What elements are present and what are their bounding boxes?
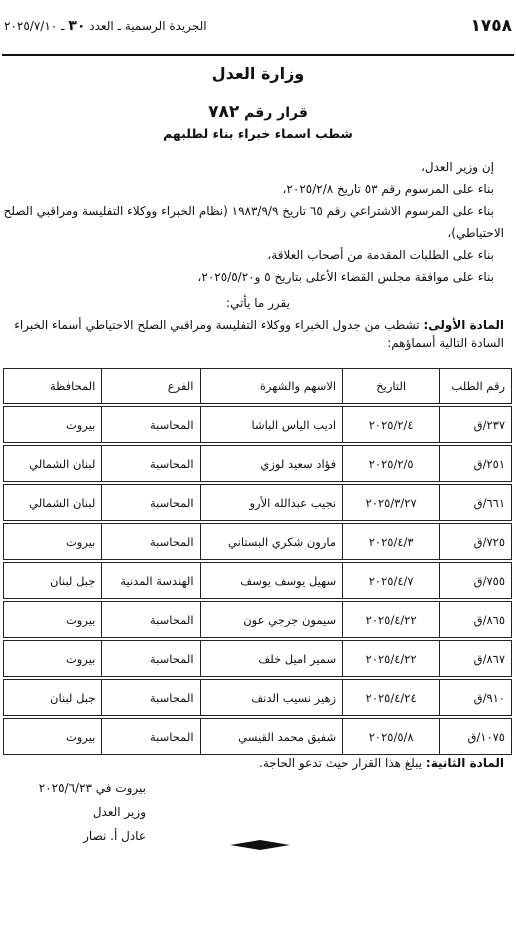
cell-branch: المحاسبة	[102, 407, 200, 443]
preamble-line: بناء على المرسوم الاشتراعي رقم ٦٥ تاريخ ١٩٨٣/٩/٩ (نظام الخبراء ووكلاء التفليسة ومراقبي الصلح	[3, 204, 494, 218]
table-header-row	[4, 369, 512, 404]
cell-name: سمير اميل خلف	[200, 641, 343, 677]
header-date: التاريخ	[343, 369, 440, 404]
cell-request-number: ١٠٧٥/ق	[440, 719, 512, 755]
cell-branch: المحاسبة	[102, 719, 200, 755]
cell-request-number: ٨٦٥/ق	[440, 602, 512, 638]
cell-request-number: ٢٣٧/ق	[440, 407, 512, 443]
preamble	[3, 156, 504, 288]
ministry-title: وزارة العدل	[211, 64, 305, 83]
decision-subject: شطب اسماء خبراء بناء لطلبهم	[163, 126, 353, 141]
table-row	[4, 719, 512, 755]
table-row	[4, 524, 512, 560]
issue-number: ٣٠	[68, 18, 86, 34]
cell-name: نجيب عبدالله الأرو	[200, 485, 343, 521]
cell-date: ٢٠٢٥/٢/٤	[343, 407, 440, 443]
page-number: ١٧٥٨	[470, 16, 512, 36]
cell-branch: المحاسبة	[102, 602, 200, 638]
cell-name: شفيق محمد القيسي	[200, 719, 343, 755]
preamble-line: بناء على موافقة مجلس القضاء الأعلى بتاريخ ٥ و٢٠٢٥/٥/٢٠،	[197, 270, 494, 284]
page-header	[0, 14, 516, 44]
preamble-line: بناء على المرسوم رقم ٥٣ تاريخ ٢٠٢٥/٢/٨،	[282, 182, 494, 196]
decision-number	[0, 102, 516, 122]
cell-branch: المحاسبة	[102, 641, 200, 677]
cell-date: ٢٠٢٥/٢/٥	[343, 446, 440, 482]
cell-governorate: بيروت	[4, 719, 102, 755]
cell-date: ٢٠٢٥/٤/٢٢	[343, 641, 440, 677]
cell-governorate: بيروت	[4, 602, 102, 638]
cell-date: ٢٠٢٥/٤/٢٢	[343, 602, 440, 638]
header-governorate: المحافظة	[4, 369, 102, 404]
decision-label: قرار رقم	[244, 105, 308, 121]
gazette-prefix: الجريدة الرسمية ـ العدد	[89, 19, 207, 33]
cell-governorate: جبل لبنان	[4, 563, 102, 599]
signature-block	[6, 776, 146, 848]
signature-name: عادل أ. نصار	[83, 829, 146, 843]
ornament-divider-icon	[230, 840, 290, 850]
cell-name: سهيل يوسف يوسف	[200, 563, 343, 599]
cell-request-number: ٦٦١/ق	[440, 485, 512, 521]
table-row	[4, 485, 512, 521]
preamble-line: بناء على الطلبات المقدمة من أصحاب العلاقة،	[267, 248, 494, 262]
header-divider	[2, 54, 514, 56]
article-one-label: المادة الأولى:	[423, 318, 504, 332]
table-row	[4, 602, 512, 638]
cell-branch: المحاسبة	[102, 680, 200, 716]
signature-title: وزير العدل	[92, 805, 146, 819]
table-body	[4, 404, 512, 755]
cell-branch: المحاسبة	[102, 485, 200, 521]
experts-table	[3, 368, 512, 755]
cell-branch: المحاسبة	[102, 524, 200, 560]
issue-date: ـ ٢٠٢٥/٧/١٠	[4, 19, 65, 33]
table-row	[4, 641, 512, 677]
article-two	[8, 756, 504, 770]
cell-name: مارون شكري البستاني	[200, 524, 343, 560]
article-two-label: المادة الثانية:	[425, 756, 504, 770]
cell-name: اديب الياس الباشا	[200, 407, 343, 443]
cell-governorate: لبنان الشمالي	[4, 485, 102, 521]
cell-date: ٢٠٢٥/٥/٨	[343, 719, 440, 755]
signature-place-date: بيروت في ٢٠٢٥/٦/٢٣	[38, 781, 146, 795]
cell-request-number: ٧٢٥/ق	[440, 524, 512, 560]
cell-request-number: ٢٥١/ق	[440, 446, 512, 482]
cell-name: فؤاد سعيد لوزي	[200, 446, 343, 482]
cell-date: ٢٠٢٥/٤/٢٤	[343, 680, 440, 716]
cell-branch: الهندسة المدنية	[102, 563, 200, 599]
cell-date: ٢٠٢٥/٤/٣	[343, 524, 440, 560]
table-row	[4, 446, 512, 482]
resolves-heading: يقرر ما يأتي:	[226, 296, 290, 310]
header-branch: الفرع	[102, 369, 200, 404]
cell-date: ٢٠٢٥/٣/٢٧	[343, 485, 440, 521]
header-request-number: رقم الطلب	[440, 369, 512, 404]
preamble-line: إن وزير العدل،	[421, 160, 494, 174]
table-row	[4, 407, 512, 443]
cell-name: زهير نسيب الدنف	[200, 680, 343, 716]
cell-governorate: بيروت	[4, 641, 102, 677]
cell-request-number: ٨٦٧/ق	[440, 641, 512, 677]
decision-number-value: ٧٨٢	[208, 102, 240, 122]
gazette-title	[4, 18, 207, 34]
cell-governorate: بيروت	[4, 524, 102, 560]
cell-governorate: بيروت	[4, 407, 102, 443]
header-name: الاسهم والشهرة	[200, 369, 343, 404]
cell-branch: المحاسبة	[102, 446, 200, 482]
article-two-text: يبلغ هذا القرار حيث تدعو الحاجة.	[259, 756, 423, 770]
table-row	[4, 563, 512, 599]
table-row	[4, 680, 512, 716]
preamble-line: الاحتياطي)،	[447, 226, 504, 240]
cell-governorate: جبل لبنان	[4, 680, 102, 716]
cell-date: ٢٠٢٥/٤/٧	[343, 563, 440, 599]
article-one	[6, 316, 504, 352]
cell-governorate: لبنان الشمالي	[4, 446, 102, 482]
cell-name: سيمون جرجي عون	[200, 602, 343, 638]
article-one-text: تشطب من جدول الخبراء ووكلاء التفليسة ومراقبي الصلح الاحتياطي أسماء الخبراء السادة التالية أسماؤهم:	[14, 318, 504, 350]
cell-request-number: ٧٥٥/ق	[440, 563, 512, 599]
cell-request-number: ٩١٠/ق	[440, 680, 512, 716]
